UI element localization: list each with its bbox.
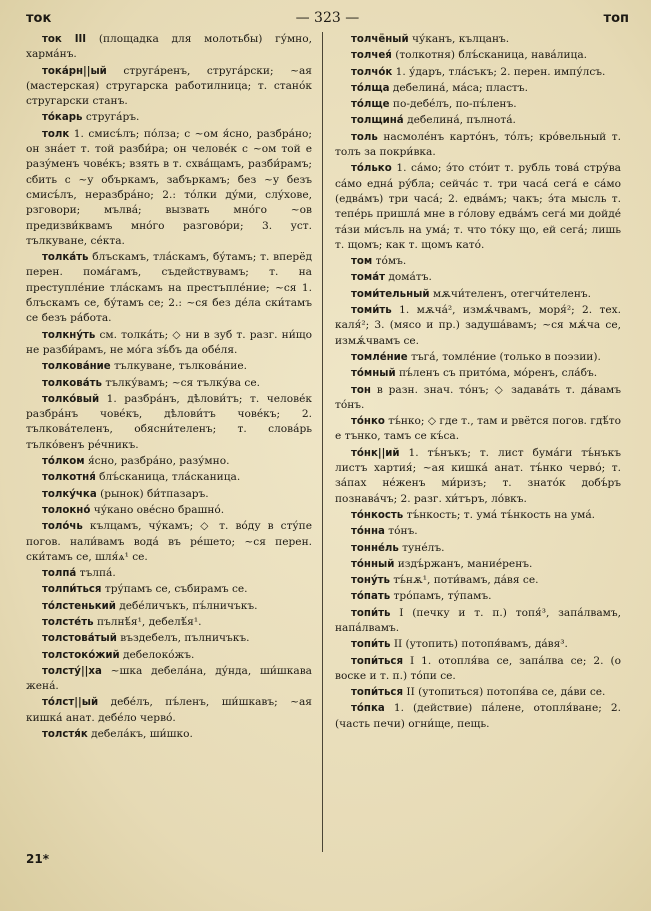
entry-definition: въздебелъ, пълничъкъ. [120, 632, 250, 645]
entry-definition: (толкотня) блъ́сканица, нава́лица. [395, 49, 588, 62]
entry-definition: кълцамъ, чу́камъ; ◇ т. во́ду в сту́пе погов. нали́вамъ вода́ въ ре́шето; ~ся перен. ски́тамъ се, шля́ѧ¹ се. [26, 520, 312, 563]
entry-definition: ~шка дебела́на, ду́нда, ши́шкава жена́. [26, 664, 313, 693]
entry-headword: топи́ться [351, 655, 404, 667]
dictionary-entry [335, 254, 621, 269]
entry-definition: блъскамъ, тла́скамъ, бу́тамъ; т. вперёд перен. пома́гамъ, съдействувамъ; т. на преступле́ние тла́скамъ на престъпле́ние; ~ся 1. блъскамъ се, бу́тамъ се; 2.: ~ся без де́ла ски́тамъ се безъ ра́бота. [26, 251, 313, 325]
entry-definition: пъ́ленъ съ прито́ма, мо́ренъ, сла́бъ. [399, 367, 598, 380]
dictionary-entry [335, 541, 621, 556]
entry-definition: II (утопить) потопя́вамъ, да́вя³. [393, 638, 568, 651]
entry-headword: топи́ться [351, 687, 404, 699]
columns [26, 32, 629, 884]
entry-definition: тълкуване, тълкова́ние. [114, 360, 247, 373]
page-header [26, 10, 629, 32]
dictionary-entry [26, 631, 312, 646]
entry-headword: тон [351, 384, 371, 396]
entry-definition: то́мъ. [375, 255, 407, 268]
entry-definition: по-дебе́лъ, по-пъ́ленъ. [392, 98, 517, 111]
entry-headword: тонне́ль [351, 542, 399, 554]
entry-headword: то́нко [351, 416, 385, 428]
dictionary-entry [335, 270, 621, 285]
dictionary-entry [335, 701, 621, 732]
dictionary-entry [335, 654, 621, 685]
entry-definition: 1. мѫча́², измѫ́чвамъ, моря́²; 2. тех. каля́²; 3. (мясо и пр.) задуша́вамъ; ~ся мѫ́ча се, измѫ́чвамъ се. [335, 304, 621, 347]
entry-definition: 1. са́мо; э́то сто́ит т. рубль това́ стру́ва са́мо една́ ру́бла; сейча́с т. три часа́ сега́ е са́мо (едва́мъ) три часа́; 2. едва́мъ; чакъ; э́та мысль т. тепе́рь пришла́ мне в го́лову едва́мъ сега́ ми дойде́ та́зи ми́съль на ума́; т. что то́ку що, ей сега́; лишь т. щомъ; как т. щомъ като́. [335, 162, 621, 251]
entry-headword: толкова́ть [42, 377, 102, 389]
entry-definition: дебелоко́жъ. [123, 648, 195, 661]
entry-headword: то́лст||ый [42, 697, 99, 709]
page-number: — 323 — [295, 10, 360, 26]
dictionary-entry [335, 113, 621, 128]
dictionary-entry [335, 557, 621, 572]
dictionary-entry [26, 695, 312, 726]
dictionary-entry [335, 589, 621, 604]
entry-definition: издъ́ржанъ, мание́ренъ. [397, 557, 533, 570]
entry-definition: блъ́сканица, тла́сканица. [99, 471, 241, 484]
dictionary-entry [26, 599, 312, 614]
entry-definition: дебелина́, пълнота́. [407, 114, 516, 127]
entry-definition: тъ́нѫ¹, поти́вамъ, да́вя се. [393, 574, 539, 587]
dictionary-entry [335, 606, 621, 637]
entry-definition: дебе́лъ, пъ́ленъ, ши́шкавъ; ~ая кишка́ анат. дебе́ло черво́. [26, 696, 312, 724]
entry-definition: см. толка́ть; ◇ ни в зуб т. разг. ни́що не разби́рамъ, не мо́га зъ́бъ да обе́ля. [26, 328, 313, 356]
guide-word-right: топ [603, 11, 629, 26]
entry-definition: струга́ренъ, струга́рски; ~ая (мастерская) стругарска работилница; т. стано́к стругарски станъ. [26, 64, 312, 108]
dictionary-entry [26, 487, 312, 502]
entry-definition: тъ́нко; ◇ где т., там и рвётся погов. гдѣ́то е тънко, тамъ се къ́са. [335, 415, 621, 443]
entry-headword: томи́тельный [351, 288, 430, 300]
entry-definition: в разн. знач. то́нъ; ◇ задава́ть т. да́вамъ то́нъ. [335, 383, 621, 411]
dictionary-entry [26, 376, 312, 391]
signature-mark: 21* [26, 852, 49, 866]
entry-definition: чу́кано ове́сно брашно́. [93, 503, 225, 516]
entry-definition: тъга́, томле́ние (только в поэзии). [411, 350, 601, 363]
entry-definition: (площадка для молотьбы) гу́мно, харма́нъ. [26, 33, 312, 61]
dictionary-entry [26, 648, 312, 663]
entry-headword: толко́вый [42, 393, 100, 405]
entry-definition: то́нъ. [388, 525, 418, 538]
dictionary-entry [335, 287, 621, 302]
entry-headword: то́лще [351, 99, 390, 111]
dictionary-entry [26, 64, 312, 110]
entry-headword: толщина́ [351, 115, 404, 127]
right-column [322, 32, 621, 884]
entry-headword: толка́ть [42, 252, 89, 264]
dictionary-entry [26, 664, 312, 695]
entry-headword: толсте́ть [42, 616, 94, 628]
dictionary-entry [26, 250, 312, 326]
dictionary-entry [26, 454, 312, 469]
entry-definition: I (печку и т. п.) топя́³, запа́лвамъ, напа́лвамъ. [335, 606, 621, 634]
entry-definition: дебелина́, ма́са; пластъ. [392, 81, 528, 94]
entry-headword: то́нный [351, 558, 395, 570]
entry-definition: 1. смисъ́лъ; по́лза; с ~ом я́сно, разбра́но; он зна́ет т. той разби́ра; он челове́к с ~ом той е разу́менъ чове́къ; взять в т. схва́щамъ, разби́рамъ; сбить с ~у объркамъ, забъркамъ; без ~у безъ смисъ́лъ, неразбра́но; 2.: то́лки ду́ми, слу́хове, рзговори; мълва́; вызвать мно́го ~ов предизви́квамъ мно́го разгово́ри; 3. уст. тълкуване, се́кта. [26, 127, 312, 247]
entry-headword: толокно́ [42, 504, 91, 516]
entry-definition: тъ́нкость; т. ума́ тъ́нкость на ума́. [406, 508, 596, 521]
entry-headword: то́лща [351, 82, 390, 94]
dictionary-entry [26, 127, 312, 249]
entry-headword: то́мный [351, 368, 396, 380]
dictionary-entry [335, 573, 621, 588]
entry-definition: дебела́къ, ши́шко. [91, 728, 193, 741]
dictionary-entry [335, 508, 621, 523]
dictionary-entry [335, 303, 621, 349]
guide-word-left: ток [26, 11, 52, 26]
entry-definition: тро́памъ, ту́памъ. [393, 590, 492, 603]
dictionary-entry [335, 130, 621, 161]
dictionary-entry [335, 524, 621, 539]
entry-headword: том [351, 256, 373, 268]
dictionary-entry [26, 503, 312, 518]
entry-headword: топи́ть [351, 607, 391, 619]
dictionary-entry [335, 350, 621, 365]
entry-headword: толчо́к [351, 66, 393, 78]
entry-headword: то́нкость [351, 509, 404, 521]
entry-headword: томле́ние [351, 351, 408, 363]
entry-headword: то́лько [351, 163, 392, 175]
column-divider [322, 32, 323, 852]
dictionary-entry [335, 383, 621, 414]
entry-headword: толчея́ [351, 50, 392, 62]
entry-headword: то́нк||ий [351, 447, 400, 459]
entry-definition: струга́ръ. [85, 111, 140, 124]
entry-headword: толку́чка [42, 488, 97, 500]
entry-headword: топи́ть [351, 639, 391, 651]
dictionary-entry [335, 366, 621, 381]
entry-definition: насмоле́нъ карто́нъ, то́лъ; кро́вельный т. толъ за покри́вка. [335, 130, 621, 159]
entry-definition: я́сно, разбра́но, разу́мно. [87, 455, 230, 468]
dictionary-entry [335, 446, 621, 507]
entry-headword: то́лстенький [42, 600, 116, 612]
dictionary-entry [26, 328, 312, 359]
entry-definition: II (утопиться) потопя́ва се, да́ви се. [406, 686, 606, 699]
entry-definition: чу́канъ, кълцанъ. [412, 33, 510, 45]
dictionary-entry [335, 32, 621, 47]
entry-headword: то́нна [351, 526, 385, 538]
entry-definition: тълку́вамъ; ~ся тълку́ва се. [105, 376, 260, 389]
entry-headword: толо́чь [42, 521, 83, 533]
dictionary-entry [335, 48, 621, 63]
dictionary-entry [335, 161, 621, 253]
entry-headword: то́карь [42, 112, 83, 124]
entry-definition: дома́тъ. [388, 271, 432, 284]
dictionary-entry [335, 685, 621, 700]
entry-definition: I 1. отопля́ва се, запа́лва се; 2. (о воске и т. п.) то́пи се. [335, 654, 621, 682]
dictionary-entry [335, 414, 621, 445]
dictionary-entry [26, 470, 312, 485]
entry-headword: томи́ть [351, 305, 392, 317]
entry-headword: толкну́ть [42, 329, 96, 341]
entry-headword: толстова́тый [42, 633, 117, 645]
entry-headword: толпи́ться [42, 584, 102, 596]
entry-definition: дебе́личъкъ, пъ́лничъкъ. [119, 599, 258, 612]
entry-headword: тома́т [351, 272, 386, 284]
entry-definition: мѫчи́теленъ, отегчи́теленъ. [432, 287, 591, 300]
entry-definition: тълпа́. [79, 567, 116, 580]
entry-definition: 1. у́даръ, тла́съкъ; 2. перен. импу́лсъ. [395, 65, 606, 78]
entry-headword: то́пать [351, 591, 391, 603]
entry-definition: пълнѣ́я¹, дебелѣ́я¹. [96, 615, 202, 628]
entry-headword: то́лком [42, 456, 85, 468]
dictionary-entry [26, 727, 312, 742]
entry-definition: (рынок) би́тпазаръ. [100, 487, 209, 500]
dictionary-entry [26, 566, 312, 581]
dictionary-entry [335, 97, 621, 112]
entry-headword: толь [351, 131, 378, 143]
dictionary-entry [26, 582, 312, 597]
entry-headword: толпа́ [42, 568, 77, 580]
entry-headword: толкова́ние [42, 361, 111, 373]
entry-headword: толстя́к [42, 729, 88, 741]
entry-definition: туне́лъ. [402, 541, 445, 554]
dictionary-entry [26, 359, 312, 374]
entry-headword: толстоко́жий [42, 649, 120, 661]
entry-headword: тока́рн||ый [42, 65, 107, 77]
entry-definition: тру́памъ се, събирамъ се. [104, 583, 248, 596]
dictionary-entry [335, 81, 621, 96]
entry-headword: ток III [42, 34, 87, 45]
entry-definition: 1. тъ́нъкъ; т. лист бума́ги тъ́нъкъ листъ хартия́; ~ая кишка́ анат. тъ́нко черво́; т. за́пах не́женъ ми́ризъ; т. знато́к добъ́ръ познава́чъ; 2. разг. хи́търъ, ло́вкъ. [335, 446, 621, 505]
dictionary-entry [26, 32, 312, 63]
left-column [26, 32, 322, 884]
dictionary-entry [26, 615, 312, 630]
dictionary-entry [335, 637, 621, 652]
dictionary-entry [26, 110, 312, 125]
entry-definition: 1. (действие) па́лене, отопля́ване; 2. (часть печи) огни́ще, пещь. [335, 702, 621, 730]
entry-headword: толсту́||ха [42, 665, 102, 677]
entry-headword: толчёный [351, 34, 409, 45]
dictionary-entry [335, 65, 621, 80]
entry-headword: то́пка [351, 703, 385, 715]
entry-headword: тону́ть [351, 575, 390, 587]
dictionary-entry [26, 519, 312, 565]
entry-headword: толк [42, 128, 70, 140]
entry-headword: толкотня́ [42, 472, 96, 484]
entry-definition: 1. разбра́нъ, дѣлови́тъ; т. челове́к разбра́нъ чове́къ, дѣлови́тъ чове́къ; 2. тълкова́теленъ, обясни́теленъ; т. слова́рь тълко́венъ ре́чникъ. [26, 392, 312, 451]
dictionary-entry [26, 392, 312, 453]
